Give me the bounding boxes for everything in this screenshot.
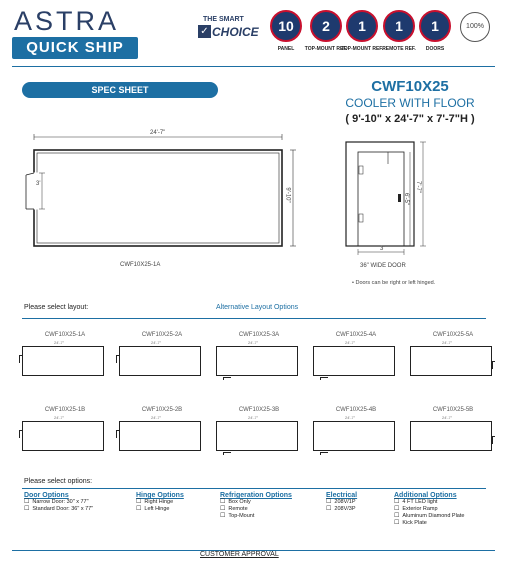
option-group-additional bbox=[394, 492, 464, 527]
layout-dim-label: 24'-7" bbox=[442, 415, 453, 420]
option-checkbox[interactable]: ☐ Top-Mount bbox=[220, 513, 292, 520]
warranty-badge-panel: 10 bbox=[270, 10, 302, 42]
option-checkbox[interactable]: ☐ Exterior Ramp bbox=[394, 506, 464, 513]
option-checkbox[interactable]: ☐ 208V/1P bbox=[326, 499, 357, 506]
option-group-electrical bbox=[326, 492, 357, 513]
door-swing-marker bbox=[19, 355, 22, 363]
layout-dim-label: 24'-7" bbox=[345, 340, 356, 345]
layout-dim-label: 24'-7" bbox=[442, 340, 453, 345]
layout-option-label: CWF10X25-1B bbox=[44, 407, 86, 413]
layout-option-label: CWF10X25-3B bbox=[238, 407, 280, 413]
door-swing-marker bbox=[116, 430, 119, 438]
option-title: Electrical bbox=[326, 492, 358, 499]
spec-sheet-pill: SPEC SHEET bbox=[22, 82, 218, 98]
option-checkbox[interactable]: ☐ Left Hinge bbox=[136, 506, 184, 513]
layout-option-thumbnail[interactable] bbox=[313, 346, 395, 376]
warranty-label: REMOTE REF. bbox=[382, 46, 416, 52]
layout-option-thumbnail[interactable] bbox=[22, 421, 104, 451]
elevation-door-height-label: 6'-5" bbox=[402, 193, 409, 205]
option-group-door bbox=[24, 492, 93, 513]
layout-option-thumbnail[interactable] bbox=[22, 346, 104, 376]
layout-option-thumbnail[interactable] bbox=[216, 346, 298, 376]
elevation-door-width-label: 3' bbox=[380, 246, 385, 252]
floor-plan-drawing bbox=[20, 125, 310, 275]
option-checkbox[interactable]: ☐ Right Hinge bbox=[136, 499, 184, 506]
option-checkbox[interactable]: ☐ Narrow Door: 30" x 77" bbox=[24, 499, 93, 506]
elevation-note: • Doors can be right or left hinged. bbox=[352, 280, 436, 286]
door-swing-marker bbox=[492, 361, 495, 369]
option-title: Refrigeration Options bbox=[220, 492, 292, 499]
layout-option-label: CWF10X25-5A bbox=[432, 332, 474, 338]
divider bbox=[12, 66, 495, 67]
door-swing-marker bbox=[223, 452, 231, 455]
door-swing-marker bbox=[320, 452, 328, 455]
option-checkbox[interactable]: ☐ Standard Door: 36" x 77" bbox=[24, 506, 93, 513]
choice-bottom: CHOICE bbox=[212, 25, 259, 39]
choice-top: THE SMART bbox=[203, 16, 244, 23]
layout-dim-label: 24'-7" bbox=[54, 340, 65, 345]
layout-dim-label: 24'-7" bbox=[54, 415, 65, 420]
check-icon: ✓ bbox=[198, 25, 211, 38]
option-title: Door Options bbox=[24, 492, 69, 499]
layout-option-thumbnail[interactable] bbox=[410, 421, 492, 451]
door-swing-marker bbox=[320, 377, 328, 380]
option-title: Additional Options bbox=[394, 492, 457, 499]
brand-name: ASTRA bbox=[14, 6, 120, 36]
warranty-badge-topmount-2: 1 bbox=[346, 10, 378, 42]
option-checkbox[interactable]: ☐ Box Only bbox=[220, 499, 292, 506]
layout-option-label: CWF10X25-5B bbox=[432, 407, 474, 413]
options-prompt: Please select options: bbox=[24, 478, 93, 485]
layout-option-thumbnail[interactable] bbox=[216, 421, 298, 451]
option-group-hinge bbox=[136, 492, 184, 513]
layout-option-thumbnail[interactable] bbox=[410, 346, 492, 376]
elevation-height-label: 7'-7" bbox=[414, 181, 421, 193]
door-elevation-drawing bbox=[340, 138, 440, 263]
layout-dim-label: 24'-7" bbox=[151, 340, 162, 345]
option-checkbox[interactable]: ☐ Remote bbox=[220, 506, 292, 513]
door-swing-marker bbox=[116, 355, 119, 363]
plan-door-label: 3' bbox=[36, 181, 41, 187]
layout-option-thumbnail[interactable] bbox=[119, 346, 201, 376]
warranty-badge-topmount-1: 2 bbox=[310, 10, 342, 42]
elevation-caption: 36" WIDE DOOR bbox=[360, 263, 406, 269]
option-checkbox[interactable]: ☐ Kick Plate bbox=[394, 520, 464, 527]
option-checkbox[interactable]: ☐ 4 FT LED light bbox=[394, 499, 464, 506]
layout-option-label: CWF10X25-3A bbox=[238, 332, 280, 338]
divider bbox=[22, 488, 486, 489]
option-checkbox[interactable]: ☐ 208V/3P bbox=[326, 506, 357, 513]
guarantee-badge: 100% bbox=[460, 12, 490, 42]
layout-option-label: CWF10X25-4A bbox=[335, 332, 377, 338]
layout-dim-label: 24'-7" bbox=[248, 340, 259, 345]
layout-option-label: CWF10X25-1A bbox=[44, 332, 86, 338]
door-swing-marker bbox=[19, 430, 22, 438]
layout-dim-label: 24'-7" bbox=[151, 415, 162, 420]
layout-option-thumbnail[interactable] bbox=[313, 421, 395, 451]
model-type: COOLER WITH FLOOR bbox=[345, 96, 475, 110]
warranty-label: DOORS bbox=[425, 46, 445, 52]
plan-caption: CWF10X25-1A bbox=[120, 262, 161, 268]
layout-dim-label: 24'-7" bbox=[248, 415, 259, 420]
brand-tagline: QUICK SHIP bbox=[12, 37, 138, 59]
warranty-label: PANEL bbox=[277, 46, 295, 52]
plan-depth-label: 9'-10" bbox=[284, 187, 291, 203]
customer-approval: CUSTOMER APPROVAL bbox=[200, 551, 279, 558]
layout-option-thumbnail[interactable] bbox=[119, 421, 201, 451]
option-group-refrigeration bbox=[220, 492, 292, 520]
option-title: Hinge Options bbox=[136, 492, 184, 499]
door-swing-marker bbox=[492, 436, 495, 444]
model-dimensions: ( 9'-10" x 24'-7" x 7'-7"H ) bbox=[345, 113, 475, 125]
divider bbox=[22, 318, 486, 319]
plan-width-label: 24'-7" bbox=[150, 130, 166, 136]
model-number: CWF10X25 bbox=[371, 78, 449, 95]
layout-dim-label: 24'-7" bbox=[345, 415, 356, 420]
layout-option-label: CWF10X25-2A bbox=[141, 332, 183, 338]
warranty-badge-remote: 1 bbox=[383, 10, 415, 42]
warranty-label: TOP-MOUNT REF. bbox=[304, 46, 348, 52]
alt-layout-title: Alternative Layout Options bbox=[216, 304, 299, 311]
warranty-badge-doors: 1 bbox=[419, 10, 451, 42]
layout-option-label: CWF10X25-4B bbox=[335, 407, 377, 413]
layout-option-label: CWF10X25-2B bbox=[141, 407, 183, 413]
layout-prompt: Please select layout: bbox=[24, 304, 89, 311]
door-swing-marker bbox=[223, 377, 231, 380]
warranty-label: TOP-MOUNT REF. bbox=[340, 46, 384, 52]
option-checkbox[interactable]: ☐ Aluminum Diamond Plate bbox=[394, 513, 464, 520]
